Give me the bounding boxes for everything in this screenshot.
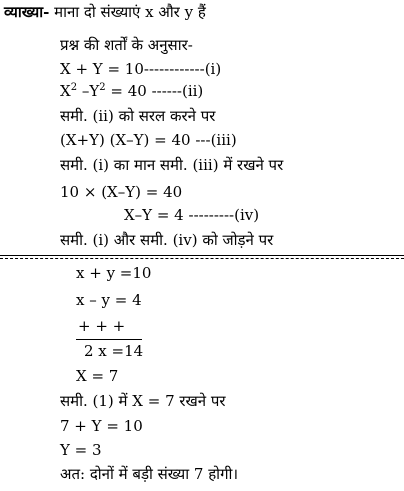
heading-line xyxy=(4,3,206,21)
x-value: X = 7 xyxy=(76,367,119,385)
addition-row-2: x – y = 4 xyxy=(76,291,142,309)
equation-2 xyxy=(60,82,203,100)
substitute-x-text: समी. (1) में X = 7 रखने पर xyxy=(60,392,226,410)
equation-2-exponent-x: 2 xyxy=(70,82,78,93)
equation-2-y: –Y xyxy=(77,82,100,100)
heading-label: व्याख्या- xyxy=(4,3,50,21)
equation-2-rhs: = 40 ------(ii) xyxy=(105,82,204,100)
equation-4: X–Y = 4 ---------(iv) xyxy=(124,206,260,224)
simplify-text: समी. (ii) को सरल करने पर xyxy=(60,107,216,125)
addition-result: 2 x =14 xyxy=(84,342,144,360)
equation-3: (X+Y) (X–Y) = 40 ---(iii) xyxy=(60,131,237,149)
sum-bar xyxy=(76,339,142,340)
divider-dashed xyxy=(0,258,404,259)
conclusion-text: अत: दोनों में बड़ी संख्या 7 होगी। xyxy=(60,465,239,483)
add-text: समी. (i) और समी. (iv) को जोड़ने पर xyxy=(60,231,274,249)
product-equation: 10 × (X–Y) = 40 xyxy=(60,183,183,201)
equation-1: X + Y = 10------------(i) xyxy=(60,60,222,78)
heading-intro: माना दो संख्याएं x और y हैं xyxy=(54,3,206,21)
substitute-text: समी. (i) का मान समी. (iii) में रखने पर xyxy=(60,156,284,174)
addition-row-1: x + y =10 xyxy=(76,264,152,282)
condition-text: प्रश्न की शर्तों के अनुसार- xyxy=(60,36,193,54)
divider-solid xyxy=(0,255,404,256)
equation-2-exponent-y: 2 xyxy=(99,82,106,93)
addition-signs: + + + xyxy=(78,317,126,335)
equation-2-x: X xyxy=(60,82,71,100)
y-equation: 7 + Y = 10 xyxy=(60,417,143,435)
y-value: Y = 3 xyxy=(60,441,102,459)
